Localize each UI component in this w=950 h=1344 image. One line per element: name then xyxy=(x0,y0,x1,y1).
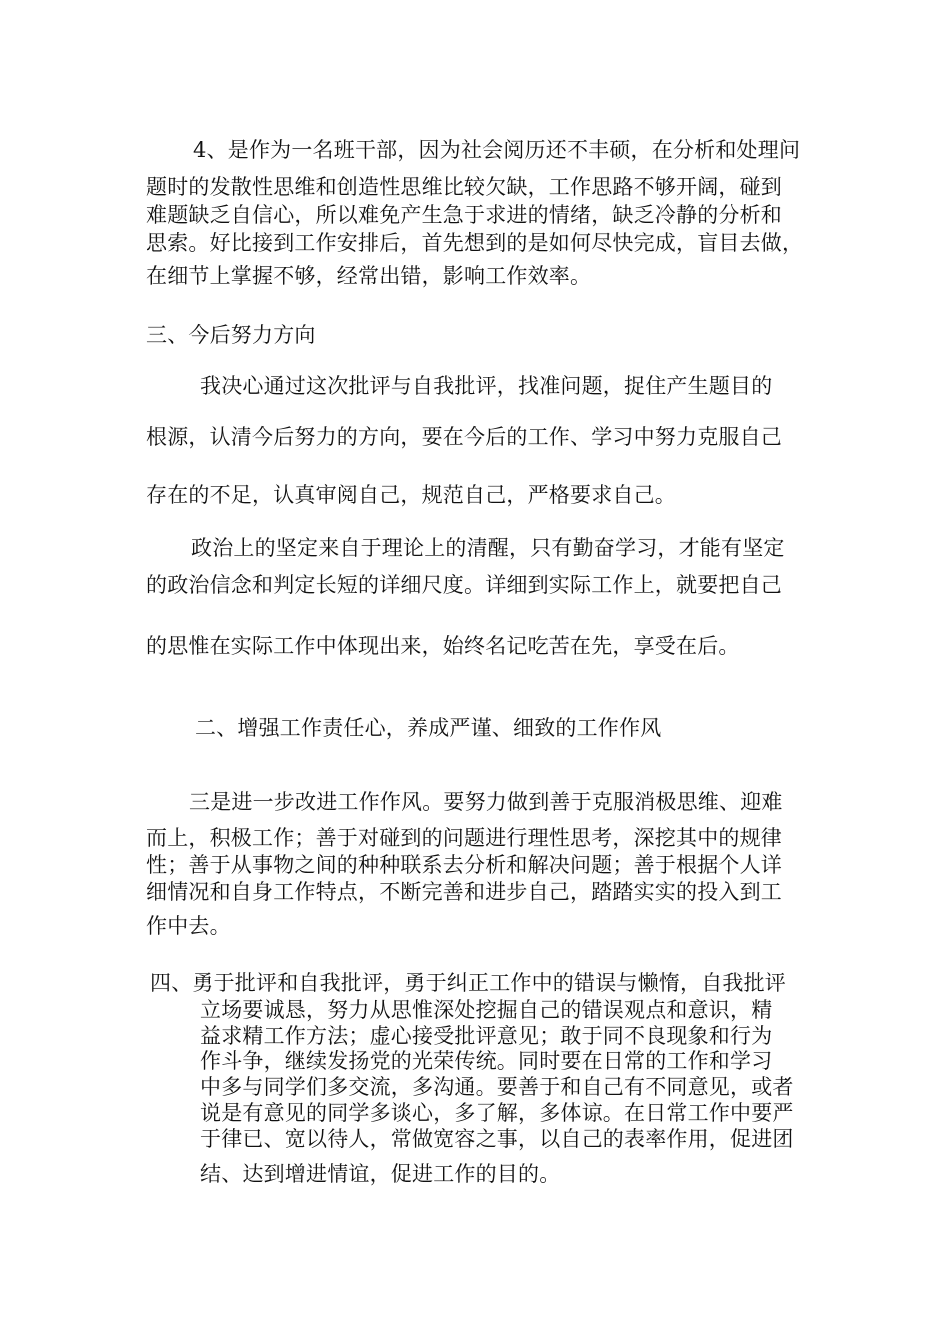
text-line: 在细节上掌握不够，经常出错，影响工作效率。 xyxy=(146,264,592,288)
text-line: 四、勇于批评和自我批评，勇于纠正工作中的错误与懒惰，自我批评 xyxy=(150,971,786,995)
text-line: 说是有意见的同学多谈心，多了解，多体谅。在日常工作中要严 xyxy=(200,1101,794,1125)
text-line: 政治上的坚定来自于理论上的清醒，只有勤奋学习，才能有坚定 xyxy=(191,536,785,560)
text-line: 立场要诚恳，努力从思惟深处挖掘自己的错误观点和意识，精 xyxy=(200,998,773,1022)
text-line: 益求精工作方法；虚心接受批评意见；敢于同不良现象和行为 xyxy=(200,1024,773,1048)
section-heading: 三、今后努力方向 xyxy=(146,323,316,347)
section-heading: 二、增强工作责任心，养成严谨、细致的工作作风 xyxy=(195,716,662,740)
text-line: 结、达到增进情谊，促进工作的目的。 xyxy=(200,1162,561,1186)
text-line: 细情况和自身工作特点，不断完善和进步自己，踏踏实实的投入到工 xyxy=(146,880,782,904)
text-line: 4、是作为一名班干部，因为社会阅历还不丰硕，在分析和处理问 xyxy=(193,138,801,162)
text-line: 三是进一步改进工作作风。要努力做到善于克服消极思维、迎难 xyxy=(189,790,783,814)
text-line: 于律已、宽以待人，常做宽容之事，以自己的表率作用，促进团 xyxy=(200,1127,794,1151)
text-line: 存在的不足，认真审阅自己，规范自己，严格要求自己。 xyxy=(146,483,676,507)
text-line: 的思惟在实际工作中体现出来，始终名记吃苦在先，享受在后。 xyxy=(146,634,740,658)
text-line: 而上，积极工作；善于对碰到的问题进行理性思考，深挖其中的规律 xyxy=(146,826,782,850)
text-line: 题时的发散性思维和创造性思维比较欠缺，工作思路不够开阔，碰到 xyxy=(146,175,782,199)
text-line: 作斗争，继续发扬党的光荣传统。同时要在日常的工作和学习 xyxy=(200,1049,773,1073)
text-line: 根源，认清今后努力的方向，要在今后的工作、学习中努力克服自己 xyxy=(146,425,782,449)
text-line: 难题缺乏自信心，所以难免产生急于求进的情绪，缺乏冷静的分析和 xyxy=(146,203,782,227)
text-line: 的政治信念和判定长短的详细尺度。详细到实际工作上，就要把自己 xyxy=(146,573,782,597)
text-line: 作中去。 xyxy=(146,914,231,938)
text-line: 思索。好比接到工作安排后，首先想到的是如何尽快完成，盲目去做， xyxy=(146,231,804,255)
text-line: 我决心通过这次批评与自我批评，找准问题，捉住产生题目的 xyxy=(200,374,773,398)
text-line: 中多与同学们多交流，多沟通。要善于和自己有不同意见，或者 xyxy=(200,1075,794,1099)
text-line: 性；善于从事物之间的种种联系去分析和解决问题；善于根据个人详 xyxy=(146,853,782,877)
